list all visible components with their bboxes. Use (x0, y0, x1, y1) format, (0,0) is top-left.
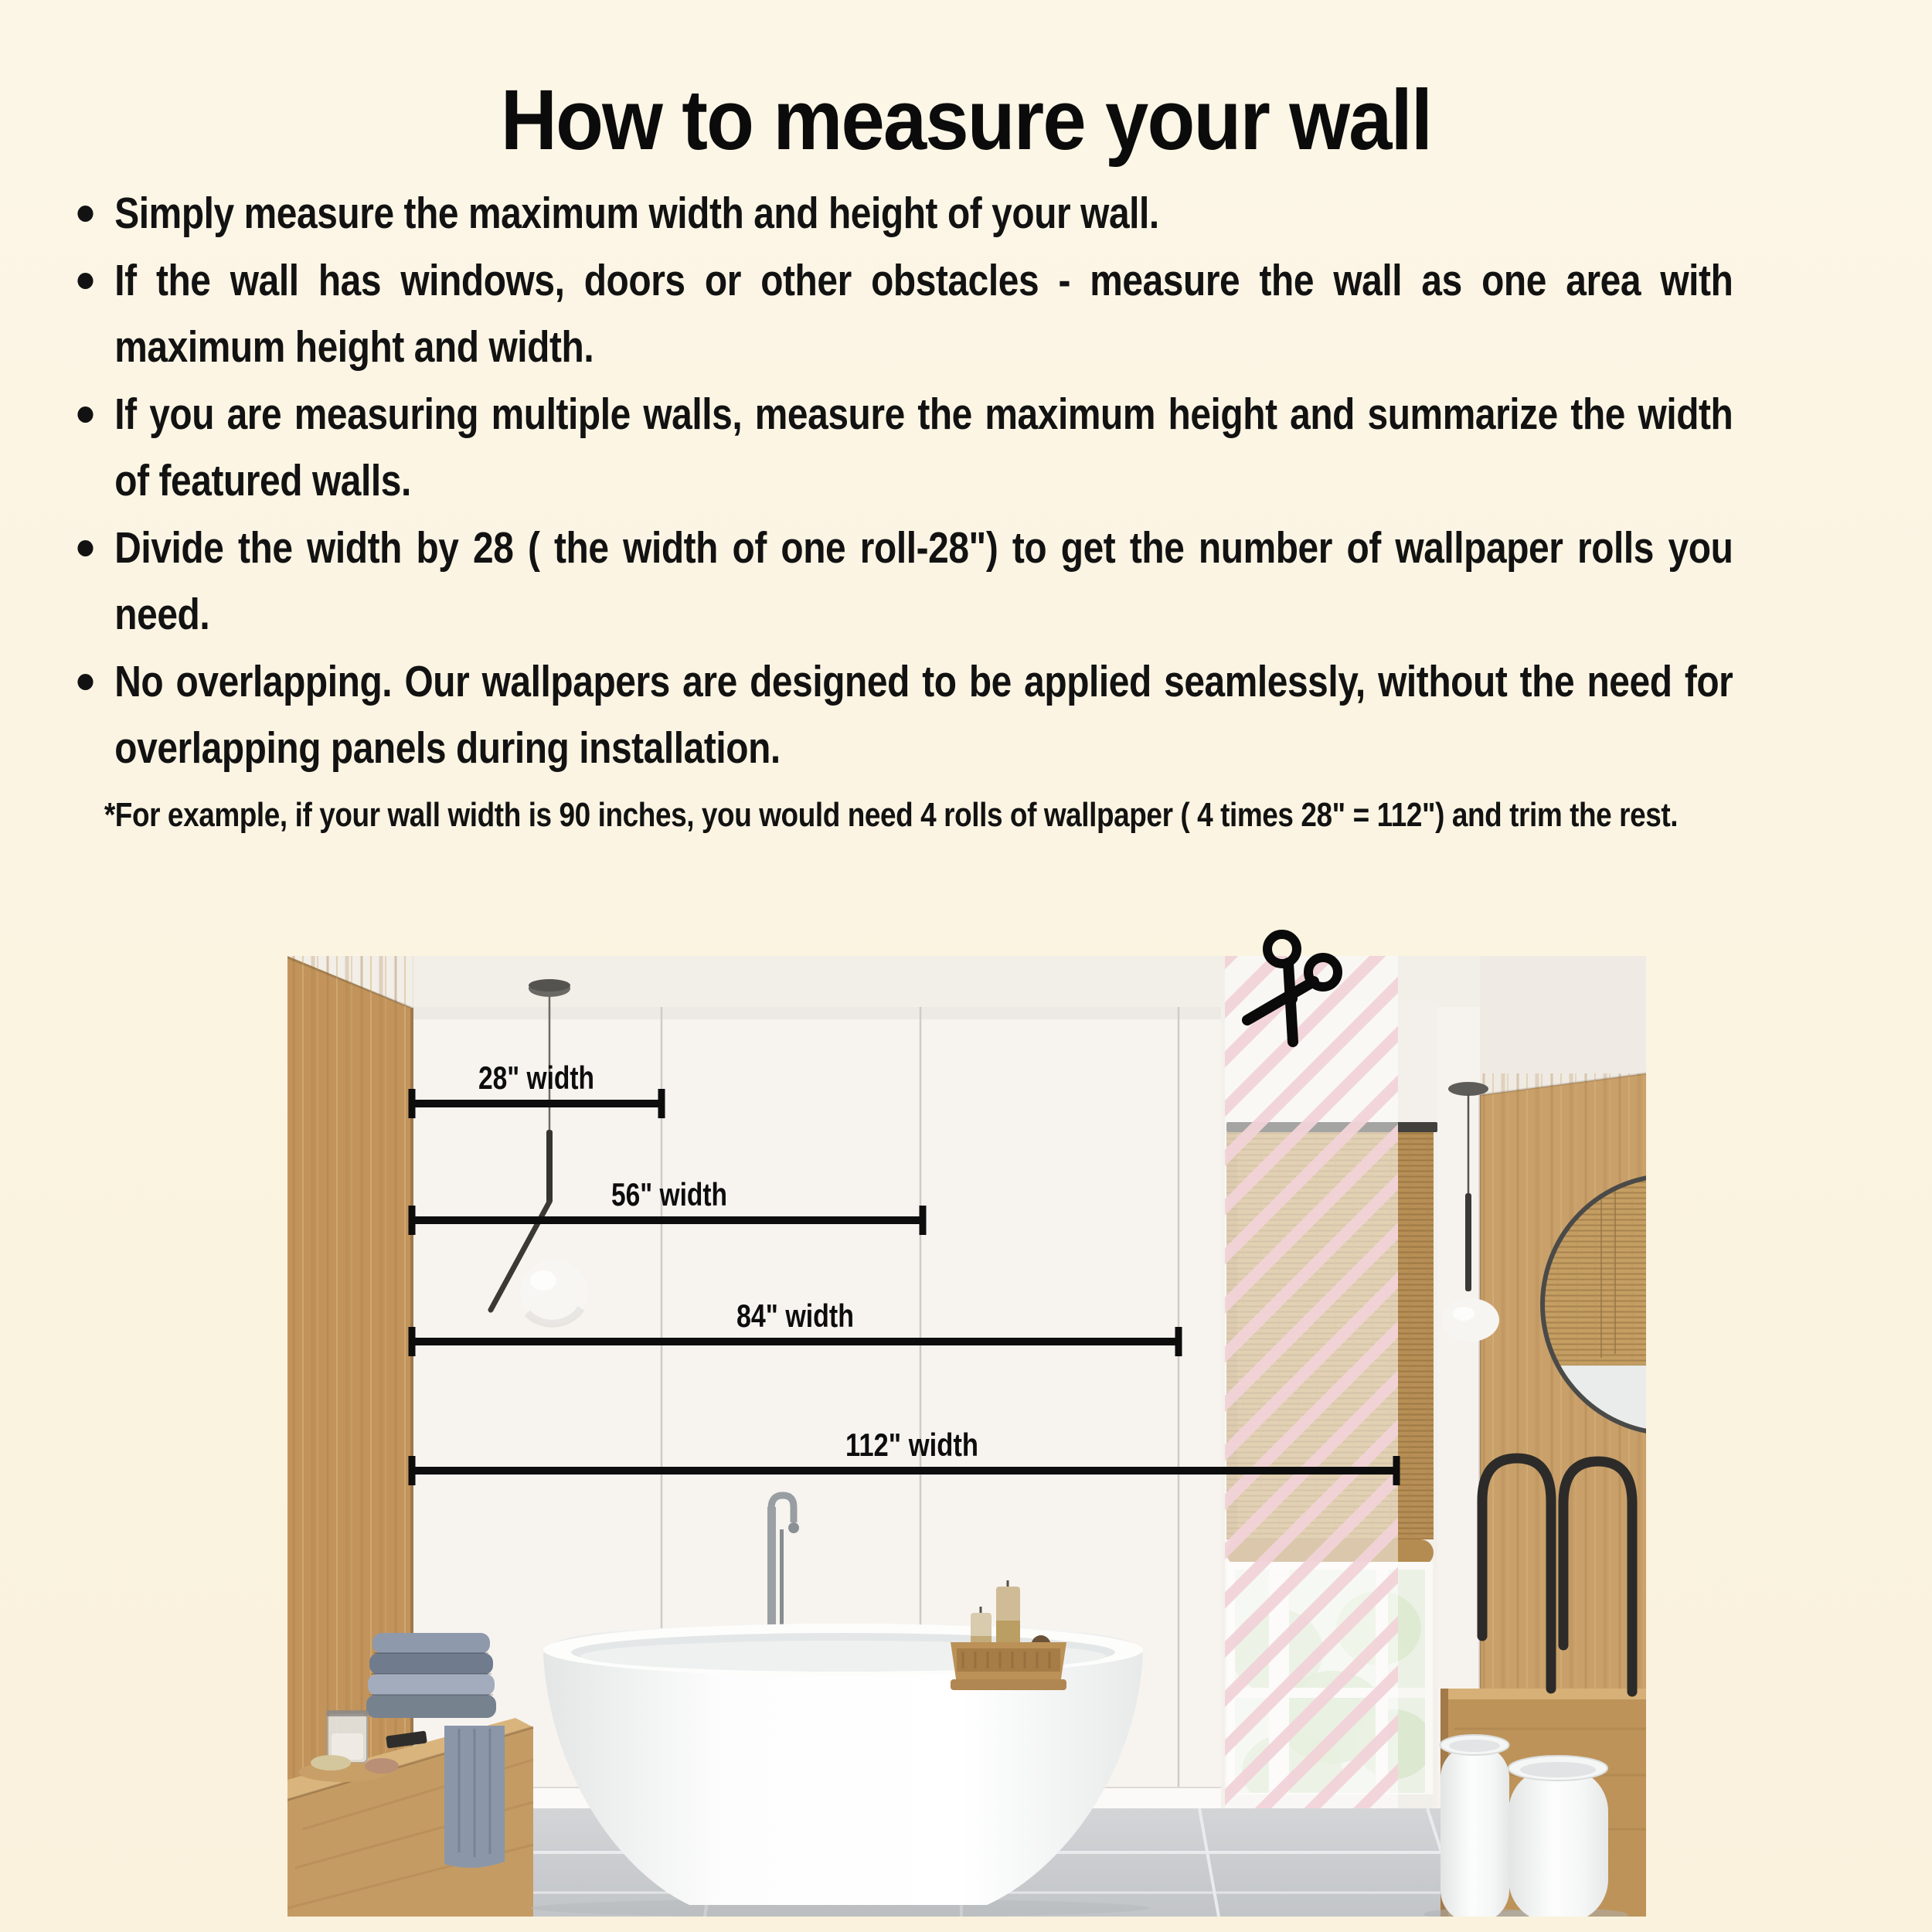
instruction-item: If the wall has windows, doors or other obstacles - measure the wall as one area with maximum height and width. (71, 247, 1733, 381)
wall-sliver (1437, 1007, 1480, 1808)
measurement-label-112: 112" width (845, 1427, 978, 1463)
pedestal-sink-right (1509, 1756, 1608, 1917)
page-title: How to measure your wall (500, 72, 1432, 168)
instructions-list (71, 180, 1733, 782)
soap-bar (365, 1758, 399, 1774)
towel-stack (366, 1633, 496, 1718)
measurement-label-28: 28" width (478, 1060, 594, 1096)
instructions-block (71, 180, 1733, 842)
pedestal-sink-left (1440, 1735, 1510, 1917)
scissors-icon (1230, 924, 1354, 1057)
brush (311, 1755, 351, 1770)
wood-ledge (1445, 1689, 1646, 1699)
measurement-label-56: 56" width (611, 1176, 727, 1213)
trim-hatch-overlay (1225, 956, 1398, 1808)
bath-salt-jar (326, 1710, 369, 1763)
instruction-item: Divide the width by 28 ( the width of one roll-28") to get the number of wallpaper rolls you need. (71, 515, 1733, 648)
bathroom-photo (287, 956, 1646, 1917)
instruction-item: No overlapping. Our wallpapers are designed to be applied seamlessly, without the need for overlapping panels during installation. (71, 648, 1733, 782)
pendant-globe (1442, 1298, 1499, 1342)
instruction-item: If you are measuring multiple walls, measure the maximum height and summarize the width of featured walls. (71, 381, 1733, 515)
example-note: *For example, if your wall width is 90 inches, you would need 4 rolls of wallpaper ( 4 times 28" = 112") and trim the rest. (104, 795, 1679, 834)
instruction-item: Simply measure the maximum width and height of your wall. (71, 180, 1733, 247)
bathroom-scene (287, 956, 1646, 1917)
measurement-label-84: 84" width (736, 1298, 854, 1334)
